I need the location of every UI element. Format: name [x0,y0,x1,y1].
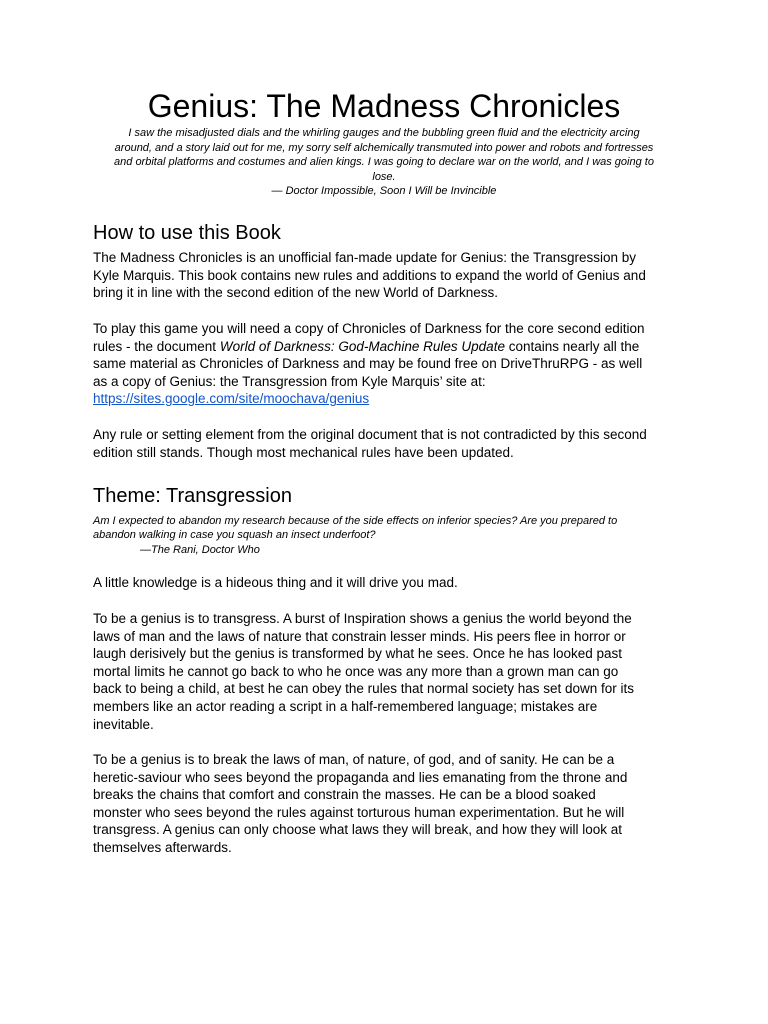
epigraph-line: and orbital platforms and costumes and alien kings. I was going to declare war on the world, and I was going to [114,156,654,169]
quote-line: abandon walking in case you squash an insect underfoot? [93,529,376,542]
paragraph-line: A little knowledge is a hideous thing and it will drive you mad. [93,575,458,590]
paragraph-line: laugh derisively but the genius is transformed by what he sees. Once he has looked past [93,646,623,662]
paragraph-line: as a copy of Genius: the Transgression from Kyle Marquis’ site at: [93,373,486,389]
paragraph-line: heretic-saviour who sees beyond the propaganda and lies emanating from the throne and [93,769,628,785]
genius-site-link[interactable]: https://sites.google.com/site/moochava/genius [93,391,370,407]
theme-quote [93,514,675,557]
quote-attribution: —The Rani, Doctor Who [140,543,260,556]
section-heading-how-to-use: How to use this Book [93,222,281,244]
quote-line: Am I expected to abandon my research because of the side effects on inferior species? Are you prepared to [93,515,618,527]
paragraph-line: themselves afterwards. [93,839,232,855]
paragraph-line: transgress. A genius can only choose what laws they will break, and how they will look at [93,822,623,838]
epigraph-attribution: — Doctor Impossible, Soon I Will be Invincible [271,185,497,198]
how-to-use-paragraph-3 [93,426,675,461]
paragraph-line: bring it in line with the second edition of the new World of Darkness. [93,285,498,301]
paragraph-line: inevitable. [93,716,154,732]
paragraph-line: back to being a child, at best he can obey the rules that normal society has set down for its [93,681,635,697]
theme-paragraph-1 [93,574,675,592]
paragraph-line: To be a genius is to transgress. A burst of Inspiration shows a genius the world beyond the [93,611,632,626]
paragraph-line: edition still stands. Though most mechanical rules have been updated. [93,444,514,460]
paragraph-line: Kyle Marquis. This book contains new rules and additions to expand the world of Genius and [93,267,646,283]
paragraph-line: To be a genius is to break the laws of man, of nature, of god, and of sanity. He can be a [93,752,615,767]
paragraph-line: monster who sees beyond the rules against torturous human experimentation. But he will [93,804,625,820]
paragraph-text: rules - the document [93,338,220,354]
how-to-use-paragraph-2 [93,320,675,408]
theme-paragraph-3 [93,751,675,857]
how-to-use-paragraph-1 [93,249,675,302]
epigraph-line: I saw the misadjusted dials and the whirling gauges and the bubbling green fluid and the electricity arcing [128,127,640,139]
epigraph-line: lose. [372,170,396,183]
paragraph-line [93,338,675,356]
epigraph [93,126,675,199]
paragraph-line: laws of man and the laws of nature that constrain lesser minds. His peers flee in horror or [93,628,626,644]
document-title: Genius: The Madness Chronicles [147,88,621,124]
paragraph-line: breaks the chains that comfort and constrain the masses. He can be a blood soaked [93,787,596,803]
epigraph-line: around, and a story laid out for me, my sorry self alchemically transmuted into power and robots and fortresses [114,141,654,154]
paragraph-line: The Madness Chronicles is an unofficial fan-made update for Genius: the Transgression by [93,250,637,265]
paragraph-line: same material as Chronicles of Darkness and may be found free on DriveThruRPG - as well [93,356,643,372]
paragraph-line: mortal limits he cannot go back to who he once was any more than a grown man can go [93,663,619,679]
paragraph-line: members like an actor reading a script in a half-remembered language; mistakes are [93,698,598,714]
paragraph-line: To play this game you will need a copy of Chronicles of Darkness for the core second edition [93,321,645,336]
section-heading-theme: Theme: Transgression [93,485,292,507]
document-reference-title: World of Darkness: God-Machine Rules Update [219,338,505,354]
paragraph-text: contains nearly all the [504,338,640,354]
theme-paragraph-2 [93,610,675,733]
paragraph-line: Any rule or setting element from the original document that is not contradicted by this second [93,427,647,442]
